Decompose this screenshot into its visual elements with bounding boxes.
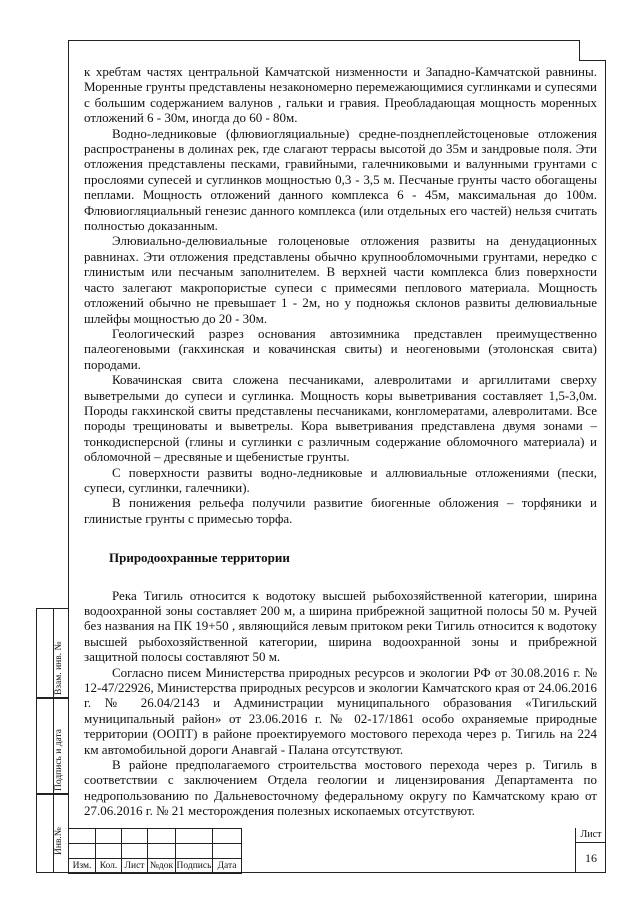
sheet-number-box: [575, 828, 606, 873]
side-label: Инв.№: [54, 827, 64, 855]
stamp-col: Дата: [213, 859, 242, 874]
paragraph: Водно-ледниковые (флювиогляциальные) средне-позднеплейстоценовые отложения распространены в долинах рек, где слагают террасы высотой до 35м и зандровые поля. Эти отложения представлены песками, гравийными, галечниковыми и валунными грунтами с прослоями супесей и суглинков мощностью 0,3 - 3,5 м. Песчаные грунты часто обогащены пеплами. Мощность отложений данного комплекса 6 - 45м, максимальная до 100м. Флювиогляциальный генезис данного комплекса (или отдельных его частей) нельзя считать полностью доказанным.: [84, 125, 597, 234]
side-label: Подпись и дата: [54, 728, 64, 791]
stamp-col: Кол.: [96, 859, 122, 874]
stamp-col: Подпись: [176, 859, 213, 874]
stamp-table: [68, 828, 242, 874]
stamp-col: Изм.: [69, 859, 96, 874]
paragraph: Река Тигиль относится к водотоку высшей рыбохозяйственной категории, ширина водоохранной зоны составляет 200 м, а ширина прибрежной защитной полосы 50 м. Ручей без названия на ПК 19+50 , являющийся левым притоком реки Тигиль относится к водотоку высшей рыбохозяйственной категории, ширина водоохранной зоны и прибрежной защитной полосы составляют 50 м.: [84, 587, 597, 665]
sheet-label: Лист: [576, 828, 606, 843]
page-number: 16: [585, 851, 597, 865]
section-heading: Природоохранные территории: [109, 550, 290, 566]
corner-box: [579, 40, 606, 61]
paragraph: к хребтам частях центральной Камчатской низменности и Западно-Камчатской равнины. Моренные грунты представлены незакономерно перемежающимися суглинками и супесями с большим содержанием валунов , гальки и гравия. Преобладающая мощность моренных отложений 6 - 30м, иногда до 60 - 80м.: [84, 64, 597, 126]
paragraph: Согласно писем Министерства природных ресурсов и экологии РФ от 30.08.2016 г. № 12-47/22926, Министерства природных ресурсов и экологии Камчатского края от 24.06.2016 г. № 26.04/2143 и Администрации муниципального образования «Тигильский муниципальный район» от 23.06.2016 г. № 02-17/1861 особо охраняемые природные территории (ООПТ) в районе проектируемого мостового перехода через р. Тигиль на 224 км автомобильной дороги Анавгай - Палана отсутствуют.: [84, 664, 597, 757]
document-body: [84, 64, 597, 819]
side-inv: [36, 794, 68, 873]
paragraph: С поверхности развиты водно-ледниковые и аллювиальные отложениями (пески, супеси, суглинки, галечники).: [84, 464, 597, 495]
paragraph: В понижения рельефа получили развитие биогенные обложения – торфяники и глинистые грунты с примесью торфа.: [84, 495, 597, 526]
side-vzam: [36, 608, 68, 698]
paragraph: Геологический разрез основания автозимника представлен преимущественно палеогеновыми (гакхинская и ковачинская свиты) и неогеновыми (этолонская свита) породами.: [84, 325, 597, 372]
side-podpis: [36, 698, 68, 794]
title-block: [68, 828, 606, 873]
side-label: Взам. инв. №: [54, 641, 64, 695]
paragraph: Ковачинская свита сложена песчаниками, алевролитами и аргиллитами сверху выветрелыми до супеси и суглинка. Мощность коры выветривания составляет 1,5-3,0м. Породы гакхинской свиты представлены песчаниками, конгломератами, алевролитами. Все породы трещиноваты и выветрелы. Кора выветривания представлена двумя зонами – тонкодисперсной (глины и суглинки с различным содержание обломочного материала) и обломочной – дресвяные и щебенистые грунты.: [84, 372, 597, 465]
paragraph: Элювиально-делювиальные голоценовые отложения развиты на денудационных равнинах. Эти отложения представлены обычно крупнообломочными грунтами, нередко с глинистым или песчаным заполнителем. В верхней части комплекса близ поверхности часто залегают макропористые супеси с примесями пеплового материала. Мощность отложений обычно не превышает 1 - 2м, но у подножья склонов развиты делювиальные шлейфы мощностью до 20 - 30м.: [84, 233, 597, 326]
paragraph: В районе предполагаемого строительства мостового перехода через р. Тигиль в соответствии с заключением Отдела геологии и лицензирования Департамента по недропользованию по Дальневосточному федеральному округу по Камчатскому краю от 27.06.2016 г. № 21 месторождения полезных ископаемых отсутствуют.: [84, 757, 597, 819]
stamp-col: Лист: [122, 859, 148, 874]
stamp-col: №док: [148, 859, 176, 874]
